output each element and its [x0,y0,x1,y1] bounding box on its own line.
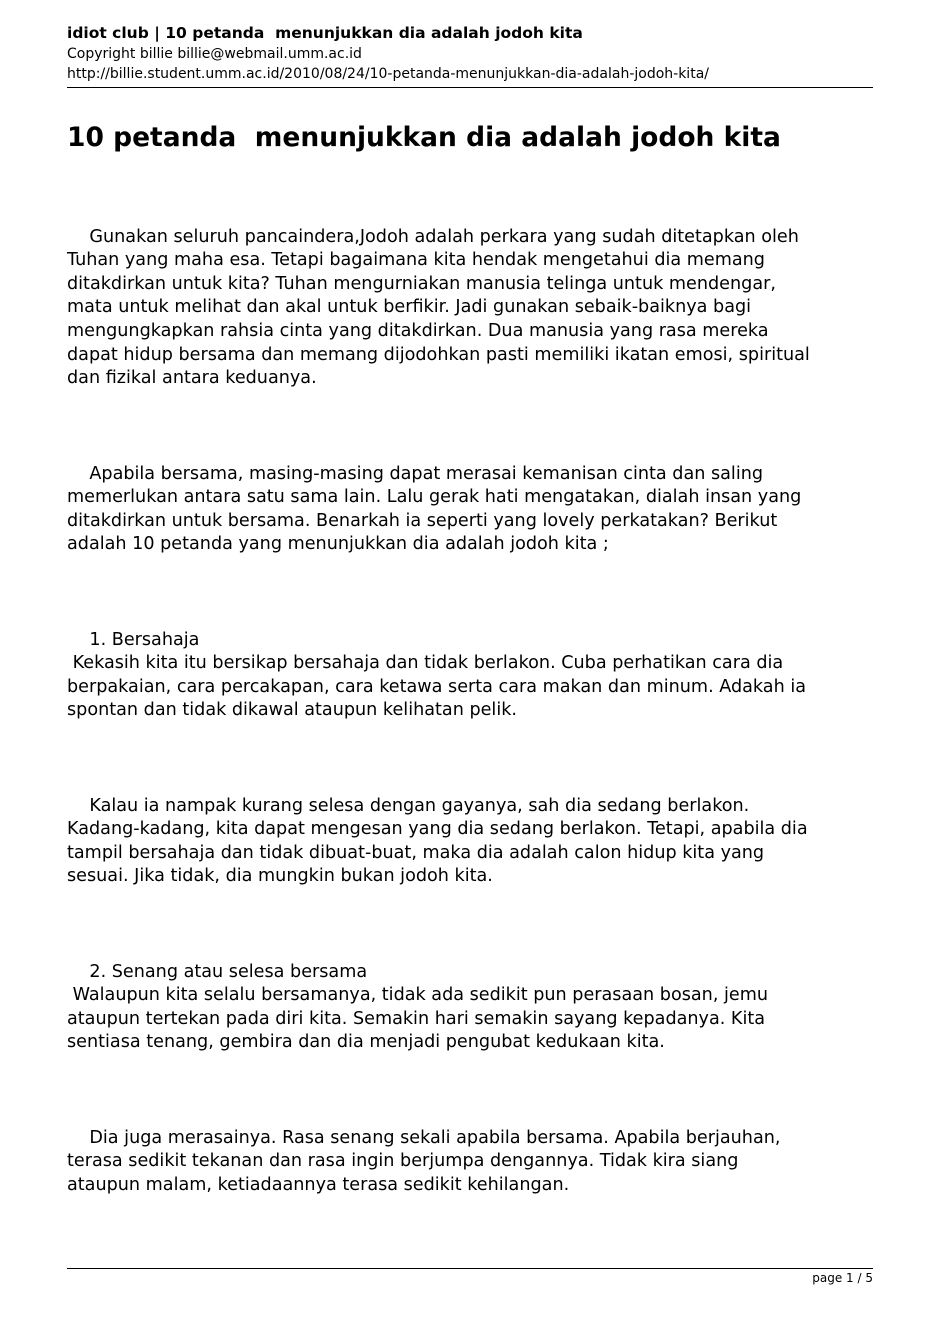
text-line: Dia juga merasainya. Rasa senang sekali apabila bersama. Apabila berjauhan, [89,1127,781,1148]
text-line: ataupun malam, ketiadaannya terasa sedikit kehilangan. [67,1174,570,1195]
paragraph [67,202,887,414]
text-line: memerlukan antara satu sama lain. Lalu gerak hati mengatakan, dialah insan yang [67,487,802,508]
text-line: dan fizikal antara keduanya. [67,368,317,389]
paragraph [67,771,887,913]
section-heading: 1. Bersahaja [89,629,200,650]
text-line: mata untuk melihat dan akal untuk berfikir. Jadi gunakan sebaik-baiknya bagi [67,297,752,318]
text-line: Gunakan seluruh pancaindera,Jodoh adalah perkara yang sudah ditetapkan oleh [89,226,799,247]
footer-divider [67,1268,873,1269]
paragraph [67,1103,887,1221]
paragraph [67,937,887,1079]
text-line: sentiasa tenang, gembira dan dia menjadi pengubat kedukaan kita. [67,1032,665,1053]
page-header [67,22,873,84]
text-line: dapat hidup bersama dan memang dijodohkan pasti memiliki ikatan emosi, spiritual [67,344,810,365]
paragraph [67,605,887,747]
article-body-block-3 [67,605,887,747]
article-title: 10 petanda menunjukkan dia adalah jodoh kita [67,122,781,153]
paragraph [67,439,887,581]
text-line: Apabila bersama, masing-masing dapat merasai kemanisan cinta dan saling [89,463,764,484]
text-line: spontan dan tidak dikawal ataupun kelihatan pelik. [67,700,517,721]
article-body-block-5 [67,937,887,1079]
article-body-block-2 [67,439,887,581]
text-line: ataupun tertekan pada diri kita. Semakin hari semakin sayang kepadanya. Kita [67,1008,766,1029]
text-line: mengungkapkan rahsia cinta yang ditakdirkan. Dua manusia yang rasa mereka [67,320,769,341]
text-line: Kadang-kadang, kita dapat mengesan yang dia sedang berlakon. Tetapi, apabila dia [67,819,808,840]
page-number: page 1 / 5 [812,1271,873,1285]
text-line: ditakdirkan untuk bersama. Benarkah ia seperti yang lovely perkatakan? Berikut [67,510,778,531]
text-line: tampil bersahaja dan tidak dibuat-buat, maka dia adalah calon hidup kita yang [67,842,765,863]
header-divider [67,87,873,88]
source-url: http://billie.student.umm.ac.id/2010/08/24/10-petanda-menunjukkan-dia-adalah-jodoh-kita/ [67,66,709,82]
text-line: adalah 10 petanda yang menunjukkan dia adalah jodoh kita ; [67,534,609,555]
text-line: terasa sedikit tekanan dan rasa ingin berjumpa dengannya. Tidak kira siang [67,1151,739,1172]
text-line: sesuai. Jika tidak, dia mungkin bukan jodoh kita. [67,866,493,887]
text-line: Kekasih kita itu bersikap bersahaja dan tidak berlakon. Cuba perhatikan cara dia [67,653,784,674]
section-heading: 2. Senang atau selesa bersama [89,961,368,982]
article-body-block-6 [67,1103,887,1221]
copyright-line: Copyright billie billie@webmail.umm.ac.id [67,46,362,62]
article-body [67,202,887,414]
text-line: Kalau ia nampak kurang selesa dengan gayanya, sah dia sedang berlakon. [89,795,750,816]
text-line: Walaupun kita selalu bersamanya, tidak ada sedikit pun perasaan bosan, jemu [67,985,769,1006]
article-body-block-4 [67,771,887,913]
text-line: ditakdirkan untuk kita? Tuhan mengurniakan manusia telinga untuk mendengar, [67,273,776,294]
site-title: idiot club | 10 petanda menunjukkan dia adalah jodoh kita [67,24,583,42]
text-line: berpakaian, cara percakapan, cara ketawa serta cara makan dan minum. Adakah ia [67,676,807,697]
text-line: Tuhan yang maha esa. Tetapi bagaimana kita hendak mengetahui dia memang [67,250,765,271]
